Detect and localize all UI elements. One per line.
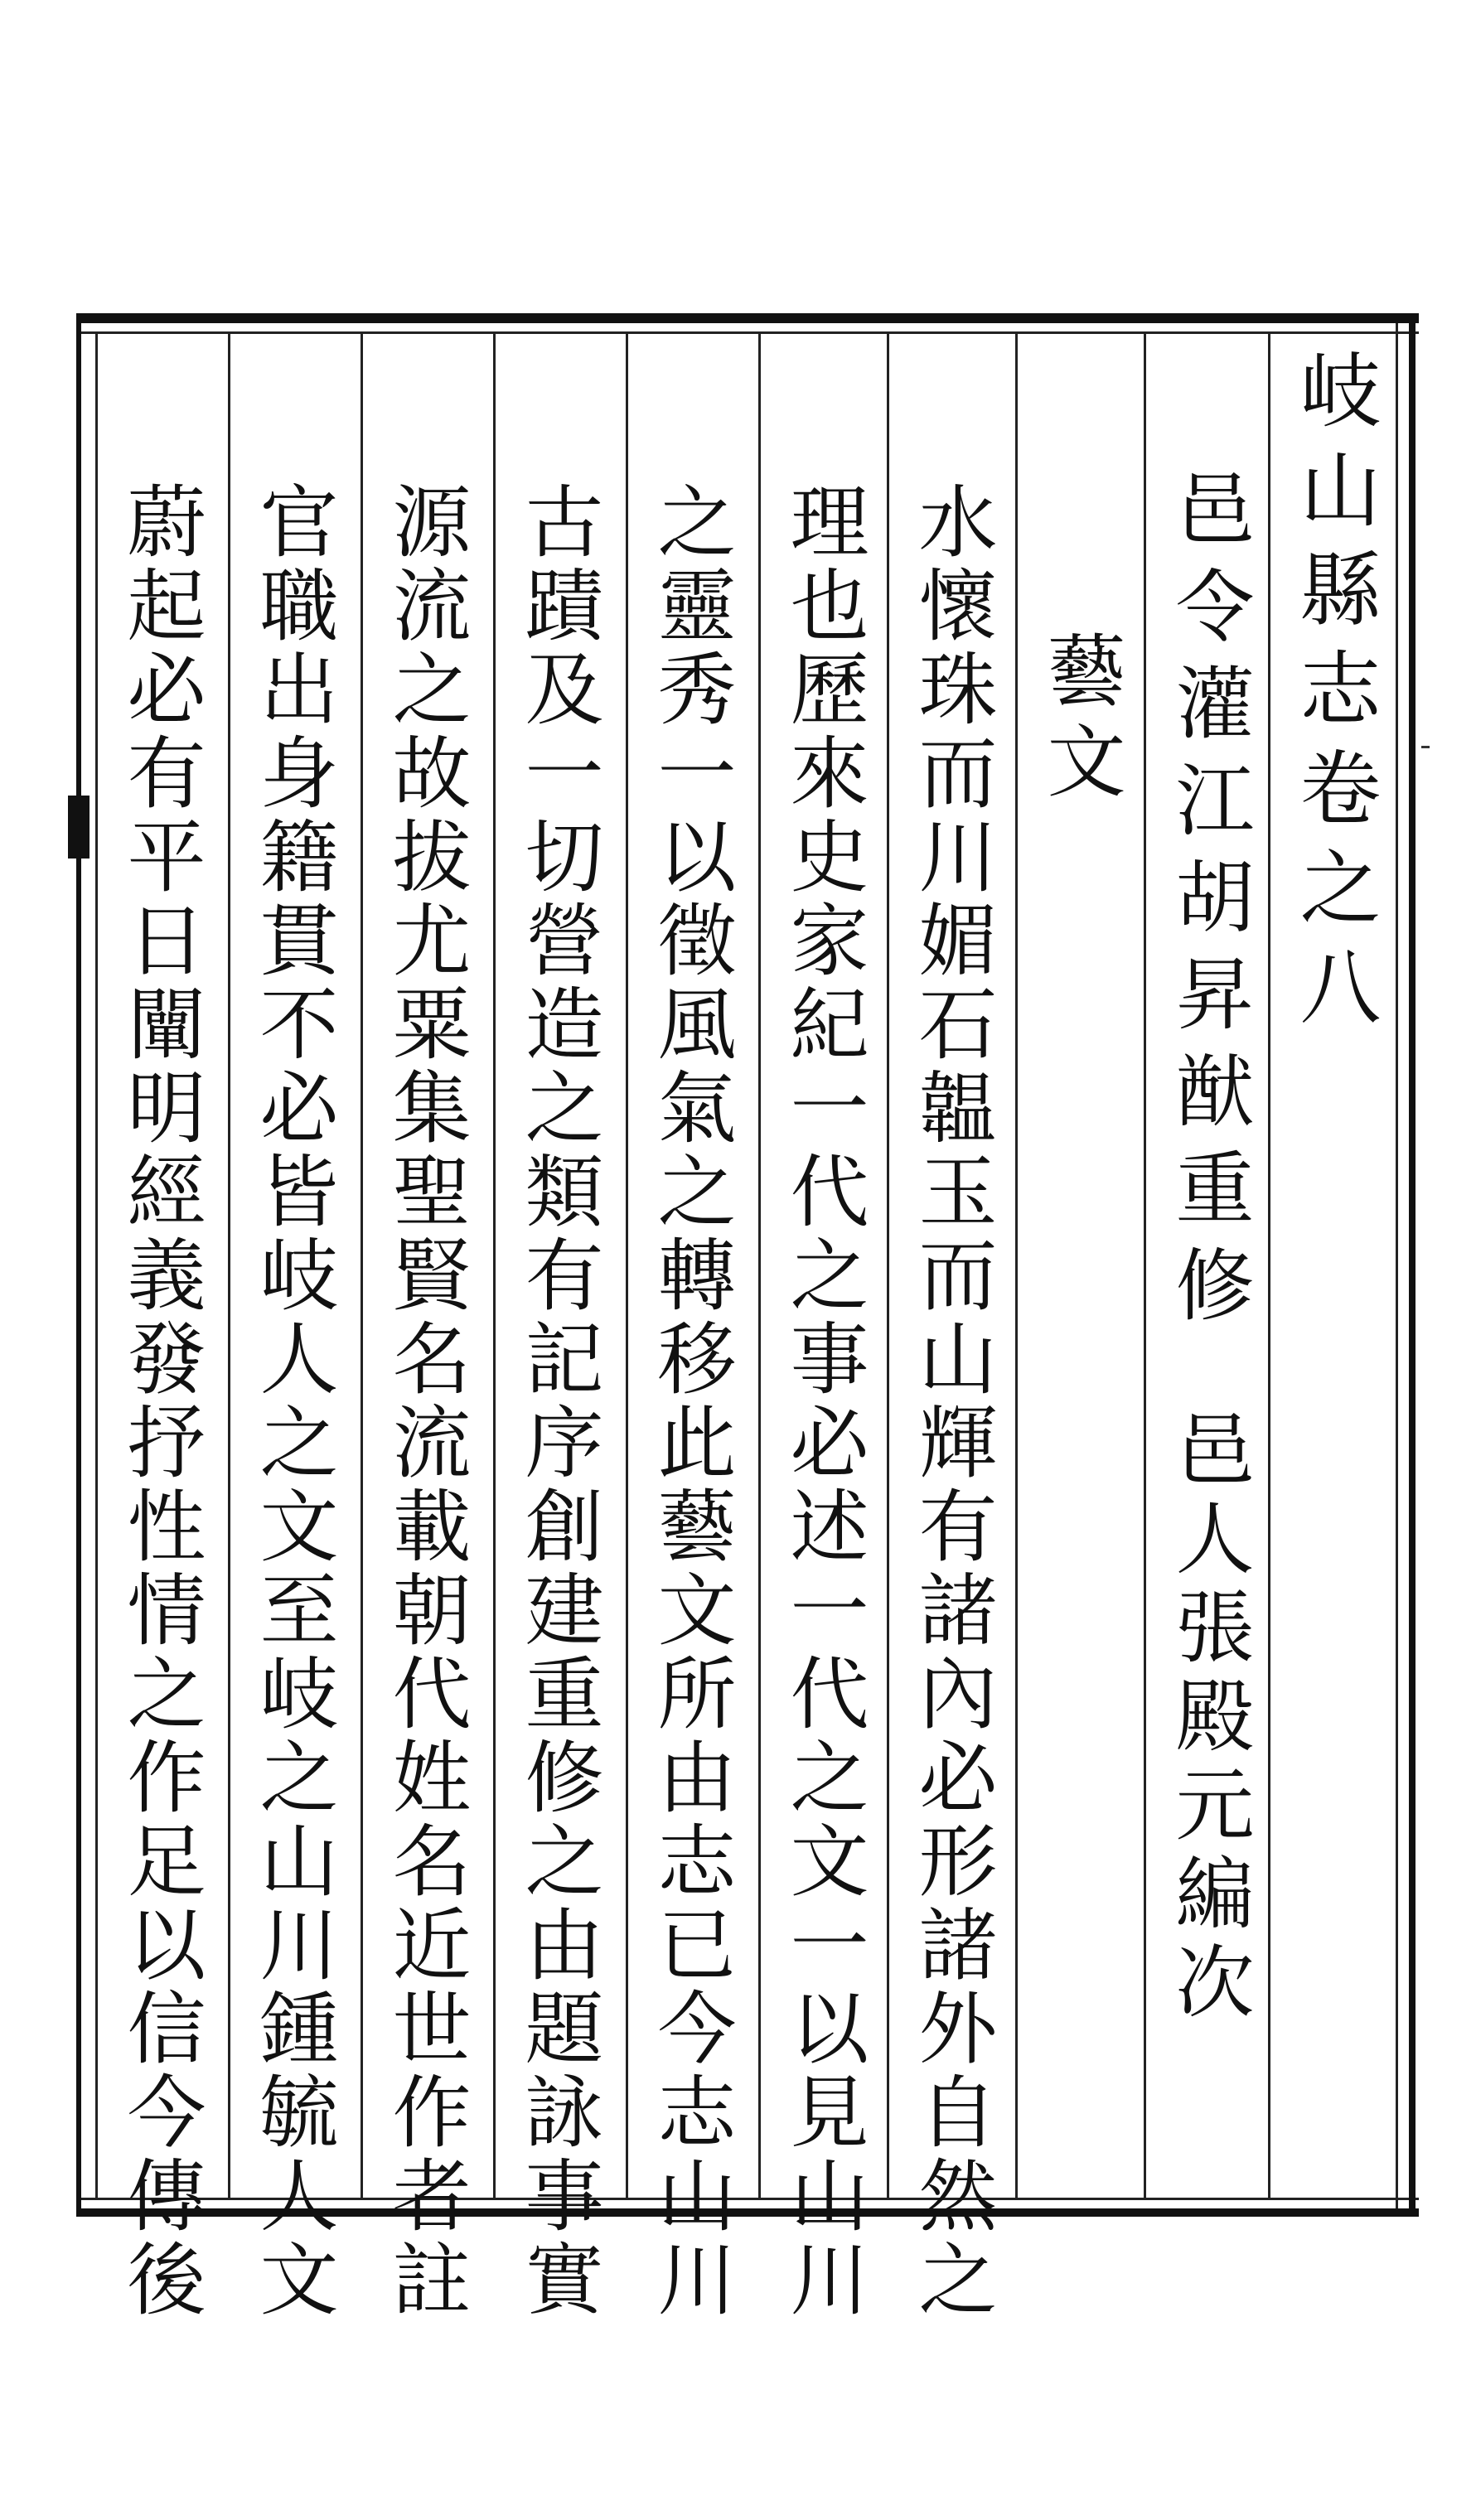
body-line: 蔚起必有平日闡明經義發抒性情之作足以信今傳後 <box>114 481 206 2322</box>
section-heading: 藝文 <box>1034 630 1125 810</box>
frame-top-rule <box>76 313 1419 323</box>
body-line: 理也歷來史家紀一代之事必述一代之文一以見山川 <box>777 481 869 2322</box>
margin-tick-mark <box>1421 746 1430 748</box>
column-divider <box>228 331 230 2200</box>
frame-right-rule <box>1409 313 1416 2217</box>
column-divider <box>361 331 363 2200</box>
frame-top-inner-rule <box>76 331 1419 334</box>
frame-left-rule <box>76 313 81 2217</box>
compiler-credit: 邑人張殿元編次 <box>1163 1409 1254 2029</box>
reviser-credit: 邑令灌江胡昇猷重修 <box>1163 468 1254 1341</box>
column-divider <box>1268 331 1270 2200</box>
column-divider <box>626 331 628 2200</box>
column-divider <box>1144 331 1146 2200</box>
volume-title: 岐山縣志卷之八 <box>1286 348 1381 1044</box>
column-divider <box>1015 331 1018 2200</box>
body-line: 之靈秀一以徵風氣之轉移此藝文所由志已今志山川 <box>645 481 736 2322</box>
body-line: 官職出身籍貫不必皆岐人之文至岐之山川鍾毓人文 <box>247 481 338 2322</box>
body-line: 源流之故拔尤粟集聖賢名流載朝代姓名近世作者註 <box>380 481 471 2322</box>
body-line: 古蹟及一切營造之類有記序創建重修之由題詠事實 <box>512 481 603 2322</box>
column-divider <box>95 331 98 2200</box>
column-divider <box>887 331 889 2200</box>
frame-right-inner-rule <box>1396 323 1398 2208</box>
body-line: 水懷珠而川媚石韞玉而山輝有諸內必形諸外自然之 <box>906 481 997 2322</box>
column-divider <box>758 331 761 2200</box>
column-divider <box>493 331 496 2200</box>
side-tab-mark <box>68 796 90 859</box>
